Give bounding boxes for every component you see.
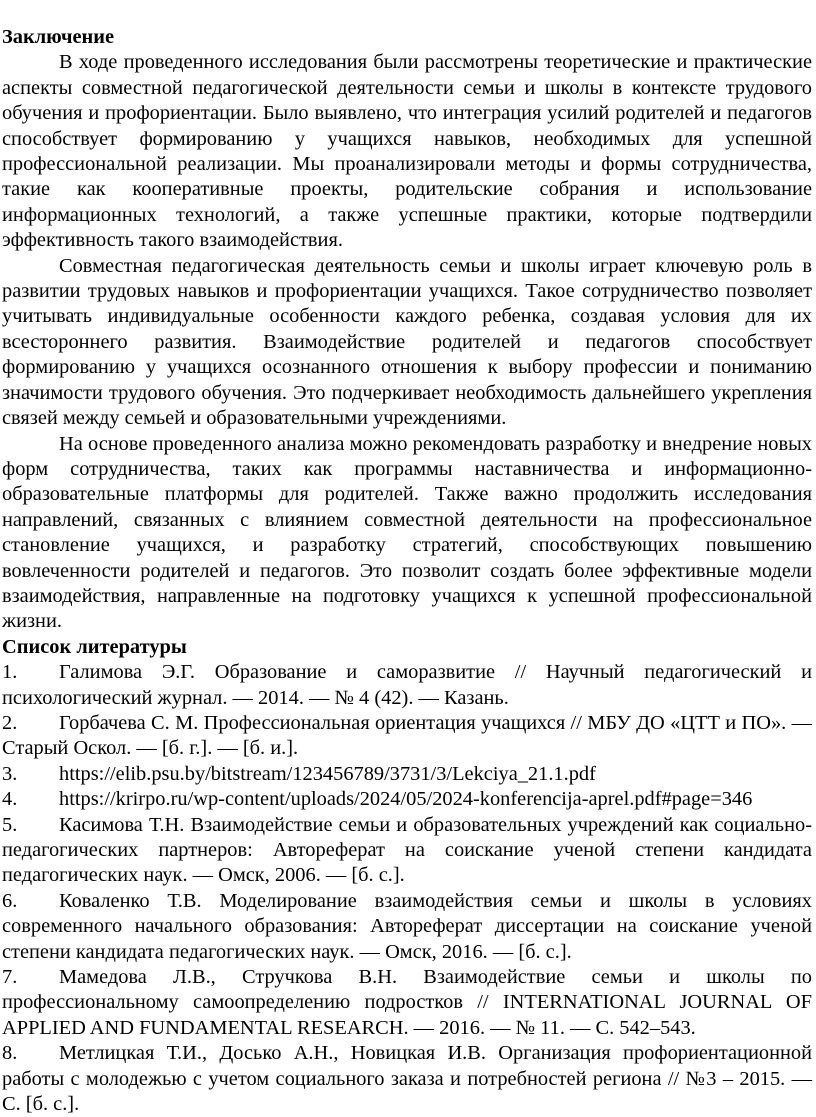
conclusion-paragraph: Совместная педагогическая деятельность семьи и школы играет ключевую роль в развитии трудовых навыков и профориентации учащихся. Такое сотрудничество позволяет учитывать индивидуальные особенности каждого ребенка, создавая условия для их всестороннего развития. Взаимодействие родителей и педагогов способствует формированию у учащихся осознанного отношения к выбору профессии и пониманию значимости трудового обучения. Это подчеркивает необходимость дальнейшего укрепления связей между семьей и образовательными учреждениями. xyxy=(2,254,812,430)
reference-number: 5. xyxy=(2,813,18,836)
reference-item xyxy=(2,813,812,889)
reference-item xyxy=(2,660,812,711)
reference-number: 4. xyxy=(2,788,18,811)
reference-text: Касимова Т.Н. Взаимодействие семьи и образовательных учреждений как социально-педагогических партнеров: Автореферат на соискание ученой степени кандидата педагогических наук. — Омск, 2006. — [б. с.]. xyxy=(2,813,812,887)
reference-item xyxy=(2,965,812,1041)
reference-text: Горбачева С. М. Профессиональная ориентация учащихся // МБУ ДО «ЦТТ и ПО». — Старый Оскол. — [б. г.]. — [б. и.]. xyxy=(2,711,812,760)
reference-text: Коваленко Т.В. Моделирование взаимодействия семьи и школы в условиях современного начального образования: Автореферат диссертации на соискание ученой степени кандидата педагогических наук. — Омск, 2016. — [б. с.]. xyxy=(2,889,812,963)
reference-item xyxy=(2,762,812,787)
conclusion-paragraph: В ходе проведенного исследования были рассмотрены теоретические и практические аспекты совместной педагогической деятельности семьи и школы в контексте трудового обучения и профориентации. Было выявлено, что интеграция усилий родителей и педагогов способствует формированию у учащихся навыков, необходимых для успешной профессиональной реализации. Мы проанализировали методы и формы сотрудничества, такие как кооперативные проекты, родительские собрания и использование информационных технологий, а также успешные практики, которые подтвердили эффективность такого взаимодействия. xyxy=(2,51,812,252)
reference-number: 8. xyxy=(2,1042,18,1065)
reference-number: 3. xyxy=(2,762,18,785)
references-list xyxy=(2,660,812,1117)
reference-text: Галимова Э.Г. Образование и саморазвитие // Научный педагогический и психологический журнал. — 2014. — № 4 (42). — Казань. xyxy=(2,661,812,709)
reference-text: Метлицкая Т.И., Досько А.Н., Новицкая И.В. Организация профориентационной работы с молодежью с учетом социального заказа и потребностей региона // №3 – 2015. — С. [б. с.]. xyxy=(2,1042,812,1116)
conclusion-paragraph: На основе проведенного анализа можно рекомендовать разработку и внедрение новых форм сотрудничества, таких как программы наставничества и информационно-образовательные платформы для родителей. Также важно продолжить исследования направлений, связанных с влиянием совместной деятельности на профессиональное становление учащихся, и разработку стратегий, способствующих повышению вовлеченности родителей и педагогов. Это позволит создать более эффективные модели взаимодействия, направленные на подготовку учащихся к успешной профессиональной жизни. xyxy=(2,432,812,633)
reference-number: 2. xyxy=(2,711,18,734)
reference-number: 1. xyxy=(2,661,18,684)
reference-link[interactable]: https://elib.psu.by/bitstream/123456789/3731/3/Lekciya_21.1.pdf xyxy=(59,762,596,785)
reference-number: 7. xyxy=(2,966,18,989)
reference-number: 6. xyxy=(2,889,18,912)
reference-item xyxy=(2,889,812,965)
reference-item xyxy=(2,711,812,762)
reference-item xyxy=(2,787,812,812)
reference-link[interactable]: https://krirpo.ru/wp-content/uploads/2024/05/2024-konferencija-aprel.pdf#page=346 xyxy=(59,788,753,811)
conclusion-heading: Заключение xyxy=(2,26,115,48)
reference-text: Мамедова Л.В., Стручкова В.Н. Взаимодействие семьи и школы по профессиональному самоопределению подростков // INTERNATIONAL JOURNAL OF APPLIED AND FUNDAMENTAL RESEARCH. — 2016. — № 11. — С. 542–543. xyxy=(2,966,812,1039)
references-heading: Список литературы xyxy=(2,635,187,658)
